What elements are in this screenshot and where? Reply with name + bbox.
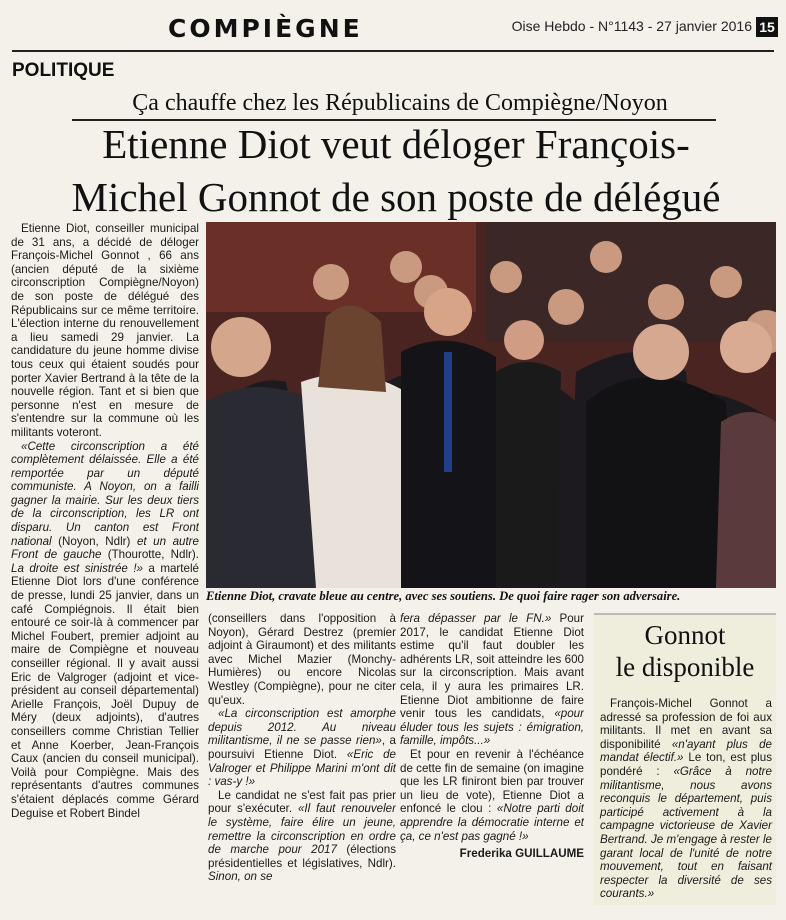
headline-line-1: Etienne Diot veut déloger François- [102,121,690,167]
sidebar-title-line-2: le disponible [615,652,755,682]
article-headline [8,118,784,224]
photo-illustration [206,222,776,588]
article-column-2 [208,612,396,912]
sidebar-title [594,619,776,683]
paragraph: Et pour en revenir à l'échéance de cette fin de semaine (on imagine que les LR finiront bien par trouver un lieu de vote), Etienne Diot a enfoncé le clou : «Notre parti doit apprendre la démocratie interne et ça, ce n'est pas gagné !» [400,747,584,843]
sidebar-text [600,697,772,901]
paragraph: François-Michel Gonnot a adressé sa profession de foi aux militants. Il met en avant sa disponibilité «n'ayant plus de mandat électif.» Le ton, est plus pondéré : «Grâce à notre militantisme, nous avons reconquis le département, puis participé activement à la campagne victorieuse de Xavier Bertrand. Je m'engage à rester le garant local de l'unité de notre mouvement, tout en faisant respecter la diversité de ses courants.» [600,697,772,901]
paragraph: fera dépasser par le FN.» Pour 2017, le candidat Etienne Diot estime qu'il faut doubler les adhérents LR, soit atteindre les 600 sur la circonscription. Mais avant cela, il y aura les primaires LR. Etienne Diot ambitionne de faire venir tous les candidats, «pour éluder tous les sujets : émigration, famille, impôts...» [400,612,584,748]
sidebar-title-line-1: Gonnot [644,620,726,650]
page-number: 15 [756,17,778,37]
section-title: COMPIÈGNE [168,14,363,43]
author-signature: Frederika GUILLAUME [459,847,584,861]
paragraph: (conseillers dans l'opposition à Noyon), Gérard Destrez (premier adjoint à Giraumont) et des militants avec Michel Mazier (Monchy-Humières) ou encore Nicolas Westley (Compiègne), pour ne citer qu'eux. [208,612,396,707]
sidebar-box [594,613,776,905]
rubric-label: POLITIQUE [12,60,115,81]
paragraph: Etienne Diot, conseiller municipal de 31 ans, a décidé de déloger François-Michel Gonnot , 66 ans (ancien député de la sixième circonscription Compiègne/Noyon) de son poste de délégué des Républicains sur ce même territoire. L'élection interne du renouvellement a lieu samedi 29 janvier. La candidature du jeune homme divise tous ceux qui étaient soudés pour porter Xavier Bertrand à la tête de la nouvelle région. Tant et si bien que personne n'est en mesure de s'entendre sur la commune où les militants voteront. [11,222,199,439]
article-column-3 [400,612,584,912]
paragraph: Le candidat ne s'est fait pas prier pour s'exécuter. «Il faut renouveler le système, faire élire un jeune, remettre la circonscription en ordre de marche pour 2017 (élections présidentielles et législatives, Ndlr). Sinon, on se [208,788,396,884]
paragraph: «Cette circonscription a été complètement délaissée. Elle a été remportée par un député communiste. A Noyon, on a failli gagner la mairie. Sur les deux tiers de la circonscription, les LR ont disparu. Un canton est Front national (Noyon, Ndlr) et un autre Front de gauche (Thourotte, Ndlr). La droite est sinistrée !» a martelé Etienne Diot lors d'une conférence de presse, lundi 25 janvier, dans un café Compiégnois. Il était bien entouré ce soir-là à commencer par Michel Foubert, premier adjoint au maire de Compiègne et nouveau conseiller régional. Il y avait aussi Eric de Valgroger (adjoint et vice-président au conseil départemental) Arielle François, Joël Dupuy de Méry (deux adjoints), d'autres conseillers comme Christian Tellier et Anne Koerber, Jean-François Caux (ancien du conseil municipal). Voilà pour Compiègne. Mais des représentants d'autres communes s'étaient déplacés comme Gérard Deguise et Robert Bindel [11,439,199,820]
paragraph: «La circonscription est amorphe depuis 2012. Au niveau militantisme, il ne se passe rien», a poursuivi Etienne Diot. «Eric de Valroger et Philippe Marini m'ont dit : vas-y !» [208,707,396,789]
publication-info: Oise Hebdo - N°1143 - 27 janvier 2016 [511,18,752,34]
headline-line-2: Michel Gonnot de son poste de délégué [71,174,721,220]
header-rule [12,50,774,52]
photo-caption: Etienne Diot, cravate bleue au centre, avec ses soutiens. De quoi faire rager son adversaire. [206,589,681,603]
group-photo [206,222,776,588]
article-kicker: Ça chauffe chez les Républicains de Compiègne/Noyon [132,90,668,116]
article-column-1 [11,222,199,912]
